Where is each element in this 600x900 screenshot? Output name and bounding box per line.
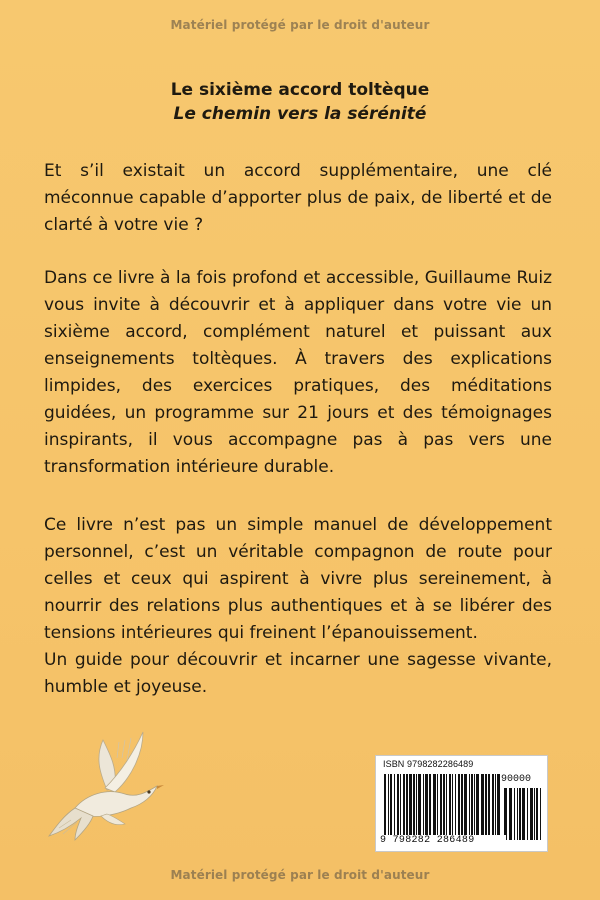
- description-paragraph-2: Dans ce livre à la fois profond et accessible, Guillaume Ruiz vous invite à découvrir et à appliquer dans votre vie un sixième accord, complément naturel et puissant aux enseignements toltèques. À travers des explications limpides, des exercices pratiques, des méditations guidées, un programme sur 21 jours et des témoignages inspirants, il vous accompagne pas à pas vers une transformation intérieure durable.: [44, 268, 552, 477]
- isbn-barcode: [375, 755, 548, 852]
- barcode-price-code: 90000: [501, 774, 532, 785]
- book-title: Le sixième accord toltèque: [170, 80, 430, 100]
- description-paragraph-1: Et s’il existait un accord supplémentaire, une clé méconnue capable d’apporter plus de paix, de liberté et de clarté à votre vie ?: [44, 161, 552, 235]
- addon-barcode-bars: [504, 788, 542, 840]
- description-paragraph-3: [44, 512, 552, 701]
- dove-icon: [45, 728, 170, 843]
- ean-barcode-bars: [384, 774, 502, 840]
- isbn-label: ISBN 9798282286489: [383, 759, 474, 769]
- book-subtitle: Le chemin vers la sérénité: [173, 104, 427, 124]
- title-block: [0, 78, 600, 126]
- description-paragraph-3-closing: Un guide pour découvrir et incarner une sagesse vivante, humble et joyeuse.: [44, 650, 552, 697]
- copyright-watermark-bottom: Matériel protégé par le droit d'auteur: [170, 868, 430, 882]
- description-paragraph-3-body: Ce livre n’est pas un simple manuel de développement personnel, c’est un véritable compagnon de route pour celles et ceux qui aspirent à vivre plus sereinement, à nourrir des relations plus authentiques et à se libérer des tensions intérieures qui freinent l’épanouissement.: [44, 515, 552, 643]
- ean-digits: 9 798282 286489: [380, 835, 506, 846]
- copyright-watermark-top: Matériel protégé par le droit d'auteur: [170, 18, 430, 32]
